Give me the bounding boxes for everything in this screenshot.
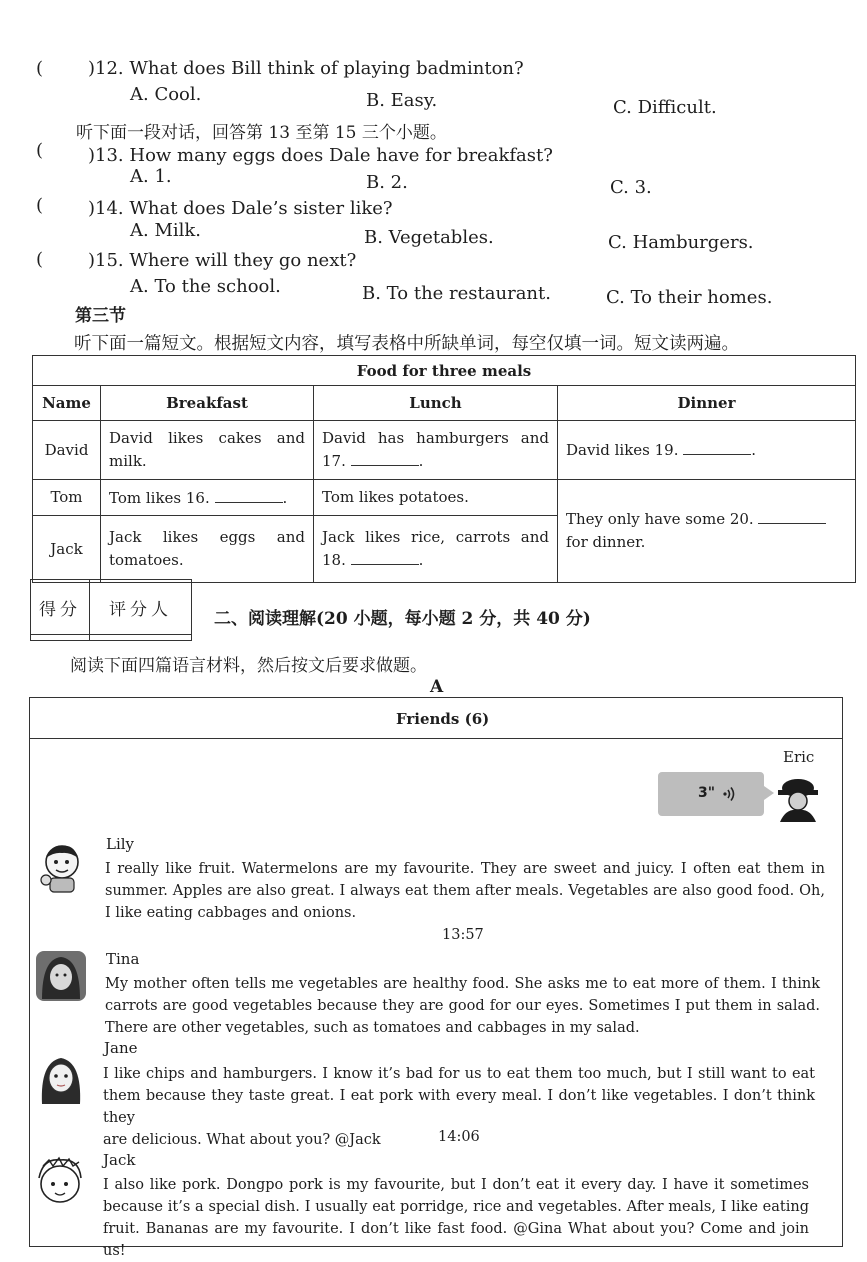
jack-avatar-icon bbox=[33, 1154, 87, 1210]
part-instruction: 阅读下面四篇语言材料，然后按文后要求做题。 bbox=[70, 656, 427, 676]
option-a: A. To the school. bbox=[130, 276, 281, 297]
sender-name: Eric bbox=[783, 748, 815, 766]
message-line: them because they taste great. I eat pork with every meal. I don’t like vegetables. I don’t think they bbox=[103, 1088, 815, 1126]
timestamp: 13:57 bbox=[442, 927, 484, 943]
question-15: )15. Where will they go next? bbox=[88, 250, 357, 271]
option-a: A. Cool. bbox=[130, 84, 202, 105]
lunch-text: Jack likes rice, carrots and 18. bbox=[322, 528, 549, 570]
message-line: There are other vegetables, such as tomatoes and cabbages in my salad. bbox=[105, 1020, 640, 1036]
header-dinner: Dinner bbox=[558, 386, 856, 420]
option-b: B. 2. bbox=[366, 172, 408, 193]
message-line: fruit. Bananas are my favourite. I don’t like fast food. @Gina What about you? Come and join us! bbox=[103, 1221, 809, 1259]
tina-avatar-icon bbox=[34, 949, 88, 1003]
message-line: I like eating cabbages and onions. bbox=[105, 905, 357, 921]
answer-paren: ( bbox=[36, 58, 44, 79]
question-13: )13. How many eggs does Dale have for breakfast? bbox=[88, 145, 553, 166]
header-lunch: Lunch bbox=[314, 386, 558, 420]
message-line: I really like fruit. Watermelons are my favourite. They are sweet and juicy. I often eat them in bbox=[105, 861, 825, 877]
meals-table bbox=[32, 355, 856, 583]
chat-message bbox=[105, 973, 820, 1039]
row-name: David bbox=[33, 420, 101, 479]
breakfast-text: Tom likes 16. bbox=[109, 488, 210, 507]
part-title: 二、阅读理解(20 小题，每小题 2 分，共 40 分) bbox=[214, 609, 591, 629]
breakfast-cell: Jack likes eggs and tomatoes. bbox=[101, 516, 314, 583]
sender-name: Lily bbox=[106, 835, 135, 853]
option-c: C. Difficult. bbox=[613, 97, 717, 118]
table-row bbox=[33, 479, 856, 515]
table-row bbox=[33, 420, 856, 479]
jane-avatar-icon bbox=[34, 1050, 88, 1106]
option-c: C. 3. bbox=[610, 177, 652, 198]
message-line: I like chips and hamburgers. I know it’s bad for us to eat them too much, but I still want to eat bbox=[103, 1066, 815, 1082]
table-title: Food for three meals bbox=[33, 356, 856, 386]
instruction-13-15: 听下面一段对话，回答第 13 至第 15 三个小题。 bbox=[76, 123, 447, 143]
header-breakfast: Breakfast bbox=[101, 386, 314, 420]
chat-message bbox=[103, 1174, 809, 1262]
lunch-cell bbox=[314, 516, 558, 583]
sender-name: Jane bbox=[104, 1039, 138, 1057]
answer-paren: ( bbox=[36, 249, 44, 270]
section-instruction: 听下面一篇短文。根据短文内容，填写表格中所缺单词，每空仅填一词。短文读两遍。 bbox=[74, 334, 739, 354]
message-line: are delicious. What about you? @Jack bbox=[103, 1132, 381, 1148]
breakfast-text-end: . bbox=[282, 488, 288, 507]
breakfast-cell: David likes cakes and milk. bbox=[101, 420, 314, 479]
header-name: Name bbox=[33, 386, 101, 420]
answer-blank-18[interactable] bbox=[351, 550, 419, 565]
option-b: B. Vegetables. bbox=[364, 227, 494, 248]
grader-label: 评分人 bbox=[90, 580, 192, 635]
dinner-cell bbox=[558, 420, 856, 479]
answer-blank-20[interactable] bbox=[758, 509, 826, 524]
dinner-text: David likes 19. bbox=[566, 441, 679, 460]
question-12: )12. What does Bill think of playing badminton? bbox=[88, 58, 524, 79]
option-b: B. To the restaurant. bbox=[362, 283, 551, 304]
option-b: B. Easy. bbox=[366, 90, 438, 111]
lunch-text-end: . bbox=[418, 451, 424, 470]
sender-name: Tina bbox=[106, 950, 140, 968]
chat-title: Friends (6) bbox=[396, 710, 490, 728]
option-c: C. Hamburgers. bbox=[608, 232, 754, 253]
lunch-cell: Tom likes potatoes. bbox=[314, 479, 558, 515]
score-label: 得分 bbox=[31, 580, 90, 635]
question-14: )14. What does Dale’s sister like? bbox=[88, 198, 393, 219]
chat-header bbox=[30, 698, 842, 739]
dinner-text-end: for dinner. bbox=[566, 532, 646, 551]
section-title: 第三节 bbox=[75, 306, 126, 326]
row-name: Jack bbox=[33, 516, 101, 583]
lunch-cell bbox=[314, 420, 558, 479]
breakfast-cell bbox=[101, 479, 314, 515]
option-a: A. Milk. bbox=[130, 220, 202, 241]
lunch-text-end: . bbox=[418, 551, 424, 570]
message-line: My mother often tells me vegetables are healthy food. She asks me to eat more of them. I think bbox=[105, 976, 820, 992]
chat-message bbox=[105, 858, 825, 924]
score-box bbox=[30, 579, 192, 641]
dinner-text: They only have some 20. bbox=[566, 509, 754, 528]
message-line: summer. Apples are also great. I always eat them after meals. Vegetables are also good food. Oh, bbox=[105, 883, 825, 899]
answer-paren: ( bbox=[36, 140, 44, 161]
row-name: Tom bbox=[33, 479, 101, 515]
passage-letter: A bbox=[430, 677, 444, 697]
timestamp: 14:06 bbox=[438, 1129, 480, 1145]
message-line: because it’s a special dish. I usually eat porridge, rice and vegetables. After meals, I like eating bbox=[103, 1199, 809, 1215]
message-line: I also like pork. Dongpo pork is my favourite, but I don’t eat it every day. I have it sometimes bbox=[103, 1177, 809, 1193]
message-line: carrots are good vegetables because they are good for our eyes. Sometimes I put them in salad. bbox=[105, 998, 820, 1014]
option-c: C. To their homes. bbox=[606, 287, 773, 308]
score-field[interactable] bbox=[31, 635, 90, 641]
option-a: A. 1. bbox=[130, 166, 172, 187]
answer-blank-19[interactable] bbox=[683, 440, 751, 455]
dinner-text-end: . bbox=[751, 441, 757, 460]
lily-avatar-icon bbox=[36, 840, 88, 894]
answer-paren: ( bbox=[36, 195, 44, 216]
chat-window bbox=[29, 697, 843, 1259]
voice-message-bubble[interactable] bbox=[658, 772, 764, 816]
voice-duration: 3" bbox=[698, 785, 716, 801]
answer-blank-16[interactable] bbox=[215, 488, 283, 503]
eric-avatar-icon bbox=[772, 774, 824, 822]
grader-field[interactable] bbox=[90, 635, 192, 641]
voice-wave-icon bbox=[721, 785, 739, 803]
sender-name: Jack bbox=[103, 1151, 136, 1169]
dinner-cell bbox=[558, 479, 856, 582]
answer-blank-17[interactable] bbox=[351, 451, 419, 466]
lunch-text: David has hamburgers and 17. bbox=[322, 428, 549, 470]
